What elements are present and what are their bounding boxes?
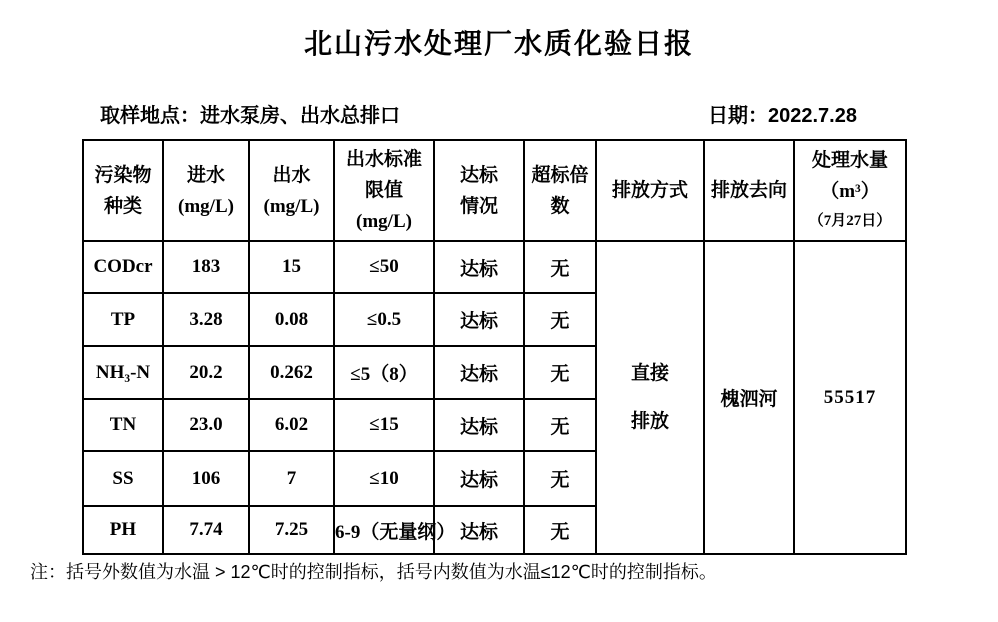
header-line: 数 <box>550 195 570 217</box>
discharge-method-line: 直接 <box>630 362 669 384</box>
cell-limit: ≤15 <box>334 399 434 451</box>
header-line: 出水标准 <box>345 149 422 170</box>
header-line: 限值 <box>364 180 403 201</box>
cell-limit: ≤0.5 <box>334 293 434 346</box>
report-date-label: 日期： <box>708 105 768 127</box>
cell-outflow: 6.02 <box>249 399 334 451</box>
header-line: 超标倍 <box>531 164 589 186</box>
cell-limit: ≤5（8） <box>334 346 434 399</box>
cell-exceedance: 无 <box>524 506 596 554</box>
cell-pollutant: CODcr <box>83 241 163 293</box>
cell-status: 达标 <box>434 506 524 554</box>
col-header-limit <box>334 140 434 241</box>
cell-status: 达标 <box>434 451 524 506</box>
footnote: 注：括号外数值为水温 > 12℃时的控制指标，括号内数值为水温≤12℃时的控制指标。 <box>30 562 717 582</box>
cell-pollutant: SS <box>83 451 163 506</box>
cell-exceedance: 无 <box>524 399 596 451</box>
header-line: (mg/L) <box>263 195 320 217</box>
table-row <box>83 241 906 293</box>
cell-inflow: 23.0 <box>163 399 249 451</box>
cell-outflow: 0.08 <box>249 293 334 346</box>
header-line: 处理水量 <box>811 150 888 171</box>
cell-discharge-method <box>596 241 704 554</box>
cell-outflow: 15 <box>249 241 334 293</box>
cell-exceedance: 无 <box>524 241 596 293</box>
cell-inflow: 3.28 <box>163 293 249 346</box>
cell-status: 达标 <box>434 346 524 399</box>
col-header-exceedance <box>524 140 596 241</box>
col-header-inflow <box>163 140 249 241</box>
report-date-value: 2022.7.28 <box>768 105 857 127</box>
cell-status: 达标 <box>434 241 524 293</box>
cell-pollutant: TP <box>83 293 163 346</box>
header-line: （m³） <box>820 181 880 202</box>
sampling-location-value: 进水泵房、出水总排口 <box>200 105 400 127</box>
report-date <box>708 99 857 128</box>
header-line: 达标 <box>459 164 498 186</box>
col-header-treated-volume <box>794 140 906 241</box>
cell-outflow: 7 <box>249 451 334 506</box>
table-header-row <box>83 140 906 241</box>
cell-limit: 6-9（无量纲） <box>334 506 434 554</box>
header-line: 排放去向 <box>710 180 787 201</box>
discharge-method-line: 排放 <box>630 410 669 432</box>
header-line: (mg/L) <box>178 195 234 217</box>
cell-pollutant: NH₃-N <box>83 346 163 399</box>
sampling-location-label: 取样地点： <box>100 105 200 127</box>
cell-outflow: 7.25 <box>249 506 334 554</box>
cell-pollutant: TN <box>83 399 163 451</box>
cell-discharge-destination: 槐泗河 <box>704 241 794 554</box>
cell-inflow: 183 <box>163 241 249 293</box>
cell-exceedance: 无 <box>524 293 596 346</box>
cell-limit: ≤50 <box>334 241 434 293</box>
header-line: (mg/L) <box>356 211 412 232</box>
col-header-pollutant-type <box>83 140 163 241</box>
cell-pollutant: PH <box>83 506 163 554</box>
col-header-outflow <box>249 140 334 241</box>
header-line: （7月27日） <box>808 213 892 229</box>
col-header-compliance <box>434 140 524 241</box>
cell-limit: ≤10 <box>334 451 434 506</box>
header-line: 排放方式 <box>611 180 688 201</box>
cell-outflow: 0.262 <box>249 346 334 399</box>
col-header-discharge-destination <box>704 140 794 241</box>
cell-status: 达标 <box>434 399 524 451</box>
header-line: 污染物 <box>94 164 152 186</box>
col-header-discharge-method <box>596 140 704 241</box>
cell-inflow: 7.74 <box>163 506 249 554</box>
header-line: 出水 <box>272 164 311 186</box>
sampling-location <box>100 99 400 128</box>
cell-exceedance: 无 <box>524 451 596 506</box>
water-quality-table <box>82 139 907 555</box>
cell-treated-volume: 55517 <box>794 241 906 554</box>
header-line: 种类 <box>103 195 142 217</box>
header-line: 情况 <box>459 195 498 217</box>
cell-status: 达标 <box>434 293 524 346</box>
header-line: 进水 <box>186 164 225 186</box>
cell-inflow: 106 <box>163 451 249 506</box>
cell-exceedance: 无 <box>524 346 596 399</box>
cell-inflow: 20.2 <box>163 346 249 399</box>
page-title: 北山污水处理厂水质化验日报 <box>303 29 694 60</box>
